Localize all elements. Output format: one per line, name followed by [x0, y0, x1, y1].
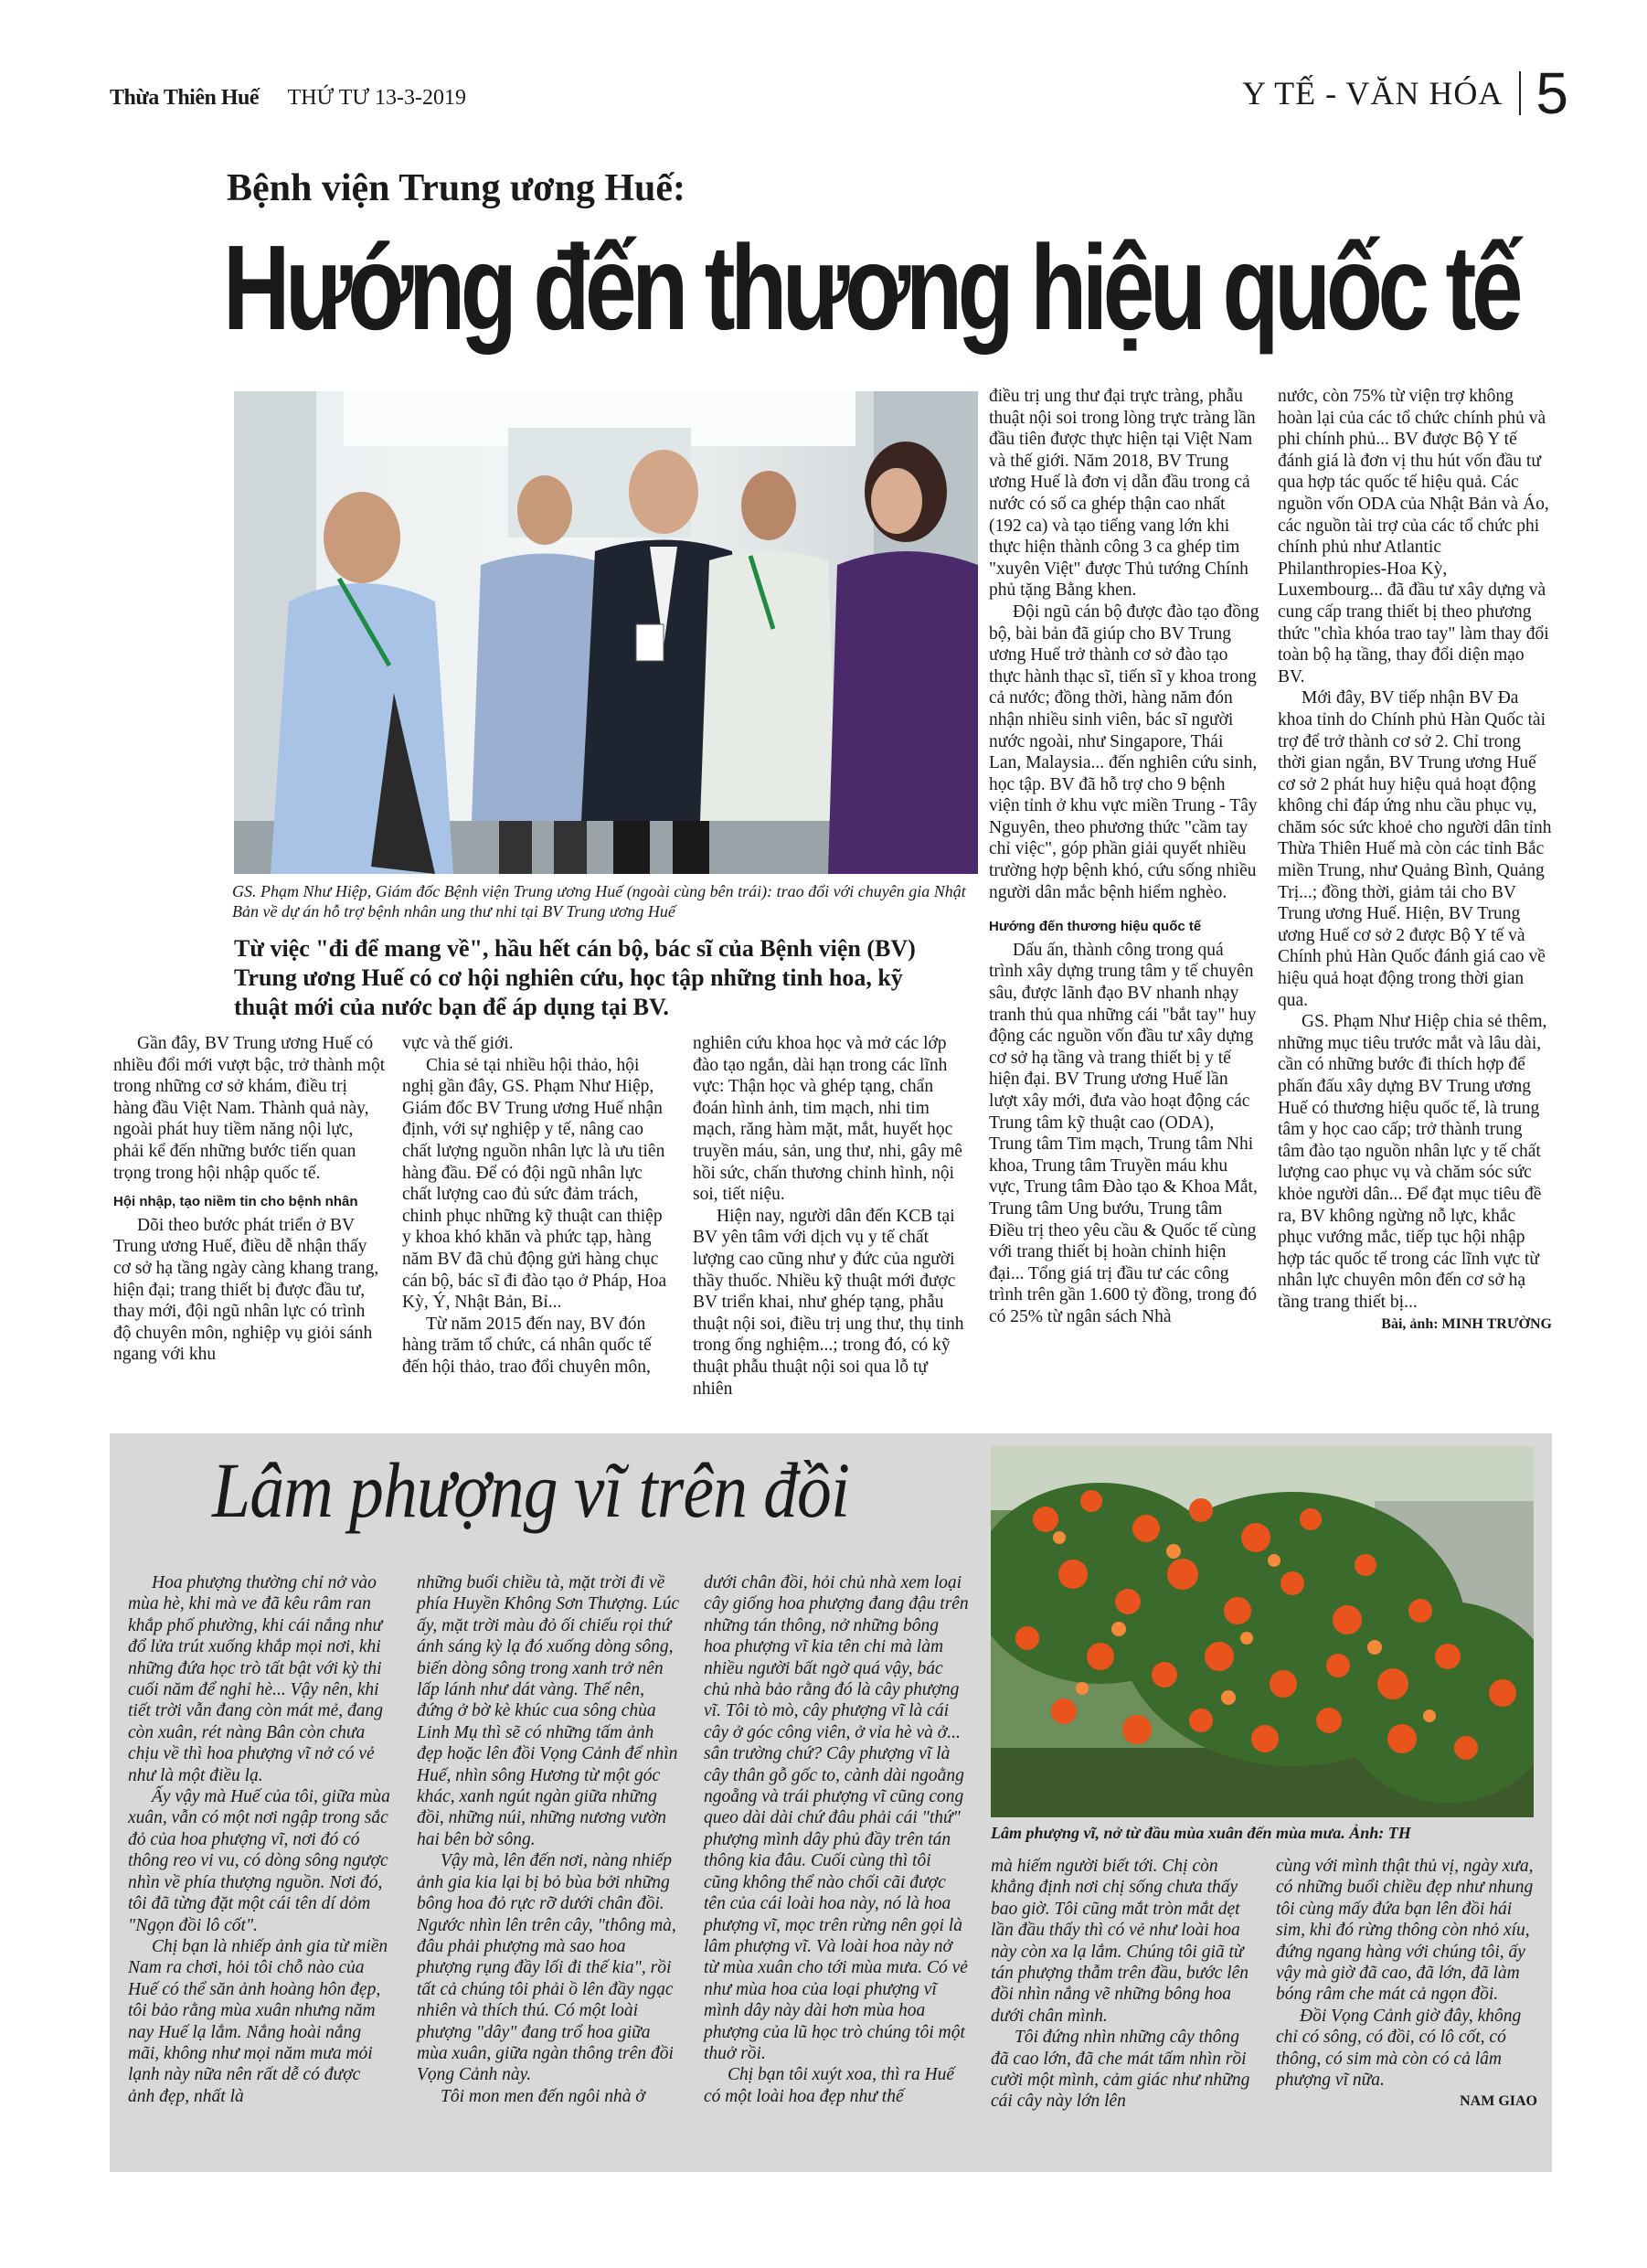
paragraph: Mới đây, BV tiếp nhận BV Đa khoa tỉnh do Chính phủ Hàn Quốc tài trợ để trở thành cơ sở 2. Chỉ trong thời gian ngắn, BV Trung ương Huế cơ sở 2 phát huy hiệu quả hoạt động không chỉ đáp ứng nhu cầu phục vụ, chăm sóc sức khoẻ cho người dân tỉnh Thừa Thiên Huế mà còn các tỉnh Bắc miền Trung, như Quảng Bình, Quảng Trị...; đồng thời, giảm tải cho BV Trung ương Huế. Hiện, BV Trung ương Huế cơ sở 2 được Bộ Y tế và Chính phủ Hàn Quốc đánh giá cao về hiệu quả hoạt động trong thời gian qua. [1278, 688, 1552, 1010]
page-number: 5 [1535, 60, 1568, 126]
paragraph: Đội ngũ cán bộ được đào tạo đồng bộ, bài bản đã giúp cho BV Trung ương Huế trở thành cơ sở đào tạo thực hành thạc sĩ, tiến sĩ y khoa trong cả nước; đồng thời, hàng năm đón nhận nhiều sinh viên, bác sĩ người nước ngoài, như Singapore, Thái Lan, Malaysia... đến nghiên cứu sinh, học tập. BV đã hỗ trợ cho 9 bệnh viện tỉnh ở khu vực miền Trung - Tây Nguyên, theo phương thức "cầm tay chỉ việc", góp phần giải quyết nhiều trường hợp bệnh khó, cứu sống nhiều người dân mắc bệnh hiểm nghèo. [989, 602, 1259, 902]
newspaper-name: Thừa Thiên Huế [110, 86, 260, 110]
paragraph: vực và thế giới. [402, 1034, 514, 1053]
feature-column-2 [417, 1572, 680, 2107]
byline-author: MINH TRƯỜNG [1441, 1315, 1552, 1332]
subheading: Hội nhập, tạo niềm tin cho bệnh nhân [113, 1194, 358, 1210]
hospital-visit-photo [234, 391, 978, 874]
paragraph: Chị bạn tôi xuýt xoa, thì ra Huế có một loài hoa đẹp như thế [704, 2065, 955, 2106]
paragraph: Vậy mà, lên đến nơi, nàng nhiếp ảnh gia kia lại bị bỏ bùa bởi những bông hoa đỏ rực rỡ dưới chân đồi. Ngước nhìn lên trên cây, "thông mà, đâu phải phượng mà sao hoa phượng rụng đầy lối đi thế kia", rồi tất cả chúng tôi phải ồ lên đầy ngạc nhiên và thích thú. Có một loài phượng "dây" đang trổ hoa giữa mùa xuân, giữa ngàn thông trên đồi Vọng Cảnh này. [417, 1851, 676, 2085]
feature-byline: NAM GIAO [1460, 2093, 1537, 2110]
article-column-2 [402, 1033, 673, 1379]
article-photo-caption: GS. Phạm Như Hiệp, Giám đốc Bệnh viện Trung ương Huế (ngoài cùng bên trái): trao đổi với chuyên gia Nhật Bản về dự án hỗ trợ bệnh nhân ung thư nhi tại BV Trung ương Huế [232, 882, 966, 921]
flame-vine-photo [991, 1446, 1534, 1817]
feature-column-5 [1276, 1856, 1537, 2113]
article-column-4 [989, 386, 1259, 1328]
article-column-5 [1278, 386, 1552, 1335]
paragraph: Tôi mon men đến ngôi nhà ở [441, 2086, 645, 2106]
feature-column-4 [991, 1856, 1256, 2113]
paragraph: nước, còn 75% từ viện trợ không hoàn lại của các tổ chức chính phủ và phi chính phủ... BV được Bộ Y tế đánh giá là đơn vị thu hút vốn đầu tư qua hợp tác quốc tế hiệu quả. Các nguồn vốn ODA của Nhật Bản và Áo, các nguồn tài trợ của các tổ chức phi chính phủ như Atlantic Philanthropies-Hoa Kỳ, Luxembourg... đã đầu tư xây dựng và cung cấp trang thiết bị theo phương thức "chìa khóa trao tay" làm thay đổi toàn bộ hạ tầng, thay đổi diện mạo BV. [1278, 387, 1549, 687]
issue-date: THỨ TƯ 13-3-2019 [287, 86, 467, 110]
article-column-3 [693, 1033, 967, 1400]
paragraph: điều trị ung thư đại trực tràng, phẫu thuật nội soi trong lòng trực tràng lần đầu tiên được thực hiện tại Việt Nam và thế giới. Năm 2018, BV Trung ương Huế là đơn vị dẫn đầu trong cả nước có số ca ghép thận cao nhất (192 ca) và tạo tiếng vang lớn khi thực hiện thành công 3 ca ghép tim "xuyên Việt" được Thủ tướng Chính phủ tặng Bằng khen. [989, 387, 1256, 601]
paragraph: Dõi theo bước phát triển ở BV Trung ương Huế, điều dễ nhận thấy cơ sở hạ tầng ngày càng khang trang, hiện đại; trang thiết bị được đầu tư, thay mới, đội ngũ nhân lực có trình độ chuyên môn, nghiệp vụ giỏi sánh ngang với khu [113, 1215, 379, 1365]
feature-photo-caption: Lâm phượng vĩ, nở từ đầu mùa xuân đến mùa mưa. Ảnh: TH [991, 1824, 1411, 1842]
feature-photo [991, 1446, 1534, 1817]
paragraph: Chị bạn là nhiếp ảnh gia từ miền Nam ra chơi, hỏi tôi chỗ nào của Huế có thể săn ảnh hoàng hôn đẹp, tôi bảo rằng mùa xuân nhưng năm nay Huế lạ lắm. Nắng hoài nắng mãi, không như mọi năm mưa mỏi lạnh này nữa nên rất dễ có được ảnh đẹp, nhất là [128, 1936, 388, 2106]
paragraph: GS. Phạm Như Hiệp chia sẻ thêm, những mục tiêu trước mắt và lâu dài, cần có những bước đi thích hợp để phấn đấu xây dựng BV Trung ương Huế có thương hiệu quốc tế, là trung tâm y học cao cấp; trở thành trung tâm đào tạo nguồn nhân lực y tế chất lượng cao phục vụ và chăm sóc sức khỏe người dân... Để đạt mục tiêu đề ra, BV không ngừng nỗ lực, khắc phục vướng mắc, tiếp tục hội nhập hợp tác quốc tế trong các lĩnh vực từ nhân lực chuyên môn đến cơ sở hạ tầng trang thiết bị... [1278, 1012, 1547, 1312]
page-header-left [110, 86, 466, 111]
feature-column-3 [704, 1572, 969, 2107]
feature-column-1 [128, 1572, 391, 2107]
paragraph: Gần đây, BV Trung ương Huế có nhiều đổi mới vượt bậc, trở thành một trong những cơ sở khám, điều trị hàng đầu Việt Nam. Thành quả này, ngoài phát huy tiềm năng nội lực, phải kể đến những bước tiến quan trọng trong hội nhập quốc tế. [113, 1034, 386, 1183]
paragraph: những buổi chiều tà, mặt trời đi về phía Huyền Không Sơn Thượng. Lúc ấy, mặt trời màu đỏ ối chiếu rọi thứ ánh sáng kỳ lạ đó xuống dòng sông, biến dòng sông trong xanh trở nên lấp lánh như dát vàng. Thế nên, đứng ở bờ kè khúc cua sông chùa Linh Mụ thì sẽ có những tấm ảnh đẹp hoặc lên đồi Vọng Cảnh để nhìn Huế, nhìn sông Hương từ một góc khác, xanh ngút ngàn giữa những đồi, những núi, những nương vườn hai bên bờ sông. [417, 1573, 680, 1849]
article-kicker: Bệnh viện Trung ương Huế: [227, 167, 686, 209]
paragraph: dưới chân đồi, hỏi chủ nhà xem loại cây giống hoa phượng đang đậu trên những tán thông, nở những bông hoa phượng vĩ kia tên chi mà làm nhiều người bất ngờ quá vậy, bác chủ nhà bảo rằng đó là cây phượng vĩ. Tôi tò mò, cây phượng vĩ là cái cây ở góc công viên, ở vỉa hè và ở... sân trường chứ? Cây phượng vĩ là cây thân gỗ gốc to, cành dài ngoằng ngoẵng và trái phượng vĩ cũng cong queo dài dài chứ đâu phải cái "thứ" phượng mình dây phủ đầy trên tán thông kia đâu. Cuối cùng thì tôi cũng không thể nào chối cãi được tên của cái loài hoa này, nó là hoa phượng vĩ, mọc trên rừng nên gọi là lâm phượng vĩ. Và loài hoa này nở từ mùa xuân cho tới mùa mưa. Có vẻ như mùa hoa của loại phượng vĩ mình dây này dài hơn mùa hoa phượng của lũ học trò chúng tôi một thuở rồi. [704, 1573, 969, 2063]
article-lead: Từ việc "đi để mang về", hầu hết cán bộ, bác sĩ của Bệnh viện (BV) Trung ương Huế có cơ hội nghiên cứu, học tập những tinh hoa, kỹ thuật mới của nước bạn để áp dụng tại BV. [234, 935, 916, 1020]
feature-title: Lâm phượng vĩ trên đồi [212, 1446, 850, 1534]
paragraph: Hoa phượng thường chỉ nở vào mùa hè, khi mà ve đã kêu râm ran khắp phố phường, khi cái nắng như đổ lửa trút xuống khắp mọi nơi, khi những đứa học trò tất bật với kỳ thi cuối năm để nghỉ hè... Vậy nên, khi tiết trời vẫn đang còn mát mẻ, đang còn xuân, rét nàng Bân còn chưa chịu về thì hoa phượng vĩ nở có vẻ như là một điều lạ. [128, 1573, 384, 1785]
paragraph: nghiên cứu khoa học và mở các lớp đào tạo ngắn, dài hạn trong các lĩnh vực: Thận học và ghép tạng, chẩn đoán hình ảnh, tim mạch, nhi tim mạch, răng hàm mặt, mắt, huyết học truyền máu, sản, ung thư, nhi, gây mê hồi sức, chấn thương chỉnh hình, nội soi, tiết niệu. [693, 1034, 962, 1205]
paragraph: Đồi Vọng Cảnh giờ đây, không chỉ có sông, có đồi, có lô cốt, có thông, có sim mà còn có cả lâm phượng vĩ nữa. [1276, 2006, 1522, 2091]
article-photo [234, 391, 978, 874]
paragraph: Từ năm 2015 đến nay, BV đón hàng trăm tổ chức, cá nhân quốc tế đến hội thảo, trao đổi chuyên môn, [402, 1314, 652, 1377]
article-column-1 [113, 1033, 386, 1366]
paragraph: Ấy vậy mà Huế của tôi, giữa mùa xuân, vẫn có một nơi ngập trong sắc đỏ của hoa phượng vĩ, nơi đó có thông reo vi vu, có dòng sông ngược nhìn về phía thượng nguồn. Nơi đó, tôi đã từng đặt một cái tên dí dỏm "Ngọn đồi lô cốt". [128, 1787, 390, 1935]
paragraph: Chia sẻ tại nhiều hội thảo, hội nghị gần đây, GS. Phạm Như Hiệp, Giám đốc BV Trung ương Huế nhận định, với sự nghiệp y tế, nâng cao chất lượng nguồn nhân lực là ưu tiên hàng đầu. Để có đội ngũ nhân lực chất lượng cao đủ sức đảm trách, chinh phục những kỹ thuật can thiệp y khoa khó khăn và phức tạp, hàng năm BV đã chủ động gửi hàng chục cán bộ, bác sĩ đi đào tạo ở Pháp, Hoa Kỳ, Ý, Nhật Bản, Bỉ... [402, 1055, 667, 1313]
article-byline [1278, 1314, 1552, 1336]
paragraph: mà hiếm người biết tới. Chị còn khẳng định nơi chị sống chưa thấy bao giờ. Tôi cũng mắt tròn mắt dẹt lần đầu thấy thì có vẻ như loài hoa này còn xa lạ lắm. Chúng tôi giã từ tán phượng thẫm trên đầu, bước lên đồi nhìn nắng vẽ những bông hoa dưới chân mình. [991, 1857, 1249, 2026]
page-header-right [1242, 60, 1568, 126]
paragraph: Dấu ấn, thành công trong quá trình xây dựng trung tâm y tế chuyên sâu, được lãnh đạo BV nhanh nhạy tranh thủ qua những cái "bắt tay" huy động các nguồn vốn đầu tư xây dựng cơ sở hạ tầng và trang thiết bị y tế hiện đại. BV Trung ương Huế lần lượt xây mới, đưa vào hoạt động các Trung tâm kỹ thuật cao (ODA), Trung tâm Tim mạch, Trung tâm Nhi khoa, Trung tâm Truyền máu khu vực, Trung tâm Đào tạo & Khoa Mắt, Trung tâm Ung bướu, Trung tâm Điều trị theo yêu cầu & Quốc tế cùng với trang thiết bị hoàn chỉnh hiện đại... Tổng giá trị đầu tư các công trình trên gần 1.600 tỷ đồng, trong đó có 25% từ ngân sách Nhà [989, 940, 1258, 1326]
byline-label: Bài, ảnh: [1381, 1315, 1439, 1332]
paragraph: cùng với mình thật thủ vị, ngày xưa, có những buổi chiều đẹp như nhung tôi cùng mấy đứa bạn lên đồi hái sim, khi đó rừng thông còn nhỏ xíu, đứng ngang hàng với chúng tôi, ấy vậy mà giờ đã cao, đã lớn, đã làm bóng râm che mát cả ngọn đồi. [1276, 1857, 1534, 2005]
subheading: Hướng đến thương hiệu quốc tế [989, 919, 1202, 935]
paragraph: Hiện nay, người dân đến KCB tại BV yên tâm với dịch vụ y tế chất lượng cao cũng như y đức của người thầy thuốc. Nhiều kỹ thuật mới được BV triển khai, như ghép tạng, phẫu thuật nội soi, điều trị ung thư, thụ tinh trong ống nghiệm...; trong đó, có kỹ thuật phẫu thuật nội soi qua lỗ tự nhiên [693, 1206, 964, 1399]
article-headline: Hướng đến thương hiệu quốc tế [223, 220, 1519, 355]
section-name: Y TẾ - VĂN HÓA [1242, 71, 1521, 115]
paragraph: Tôi đứng nhìn những cây thông đã cao lớn, đã che mát tấm nhìn rồi cười một mình, cảm giác như những cái cây này lớn lên [991, 2028, 1250, 2112]
